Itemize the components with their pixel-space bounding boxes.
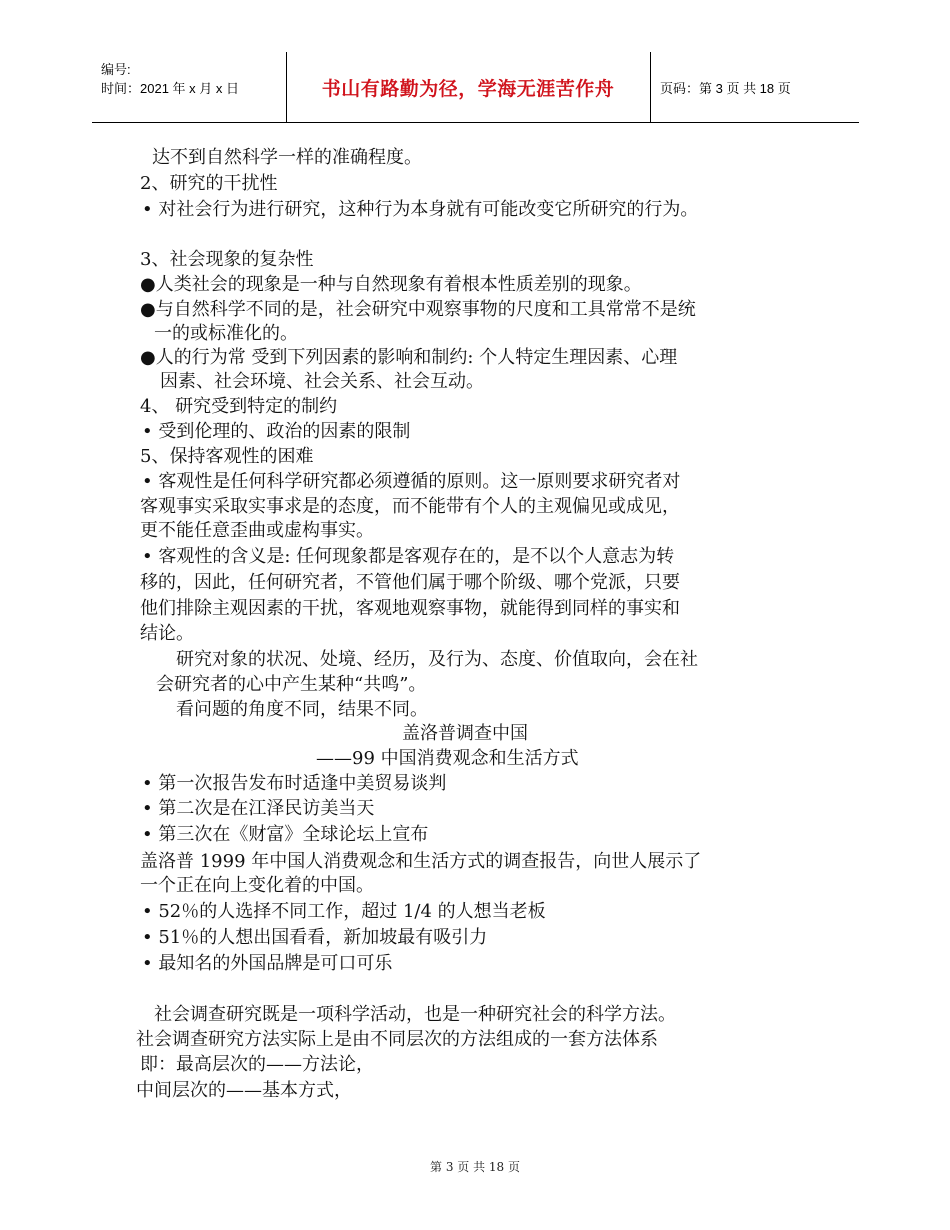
- text-line: 结论。: [140, 623, 194, 644]
- text-line: 研究对象的状况、处境、经历，及行为、态度、价值取向，会在社: [176, 649, 698, 670]
- header-number-label: 编号:: [101, 62, 131, 77]
- bullet-item: • 受到伦理的、政治的因素的限制: [142, 421, 411, 442]
- text-line: 更不能任意歪曲或虚构事实。: [140, 520, 374, 541]
- bullet-item: • 最知名的外国品牌是可口可乐: [142, 953, 393, 974]
- text-line: 社会调查研究既是一项科学活动，也是一种研究社会的科学方法。: [154, 1004, 676, 1025]
- text-line: 因素、社会环境、社会关系、社会互动。: [160, 371, 484, 392]
- text-line: 中间层次的——基本方式，: [136, 1080, 352, 1101]
- bullet-item: ●人类社会的现象是一种与自然现象有着根本性质差别的现象。: [140, 274, 642, 295]
- bullet-item: • 客观性是任何科学研究都必须遵循的原则。这一原则要求研究者对: [142, 471, 681, 492]
- bullet-item: • 客观性的含义是: 任何现象都是客观存在的，是不以个人意志为转: [142, 546, 675, 567]
- section-heading: 4、 研究受到特定的制约: [140, 396, 338, 417]
- bullet-item: • 51％的人想出国看看，新加坡最有吸引力: [142, 927, 488, 948]
- text-line: 一个正在向上变化着的中国。: [140, 875, 374, 896]
- text-line: 即：最高层次的——方法论，: [140, 1054, 374, 1075]
- text-line: 移的，因此，任何研究者，不管他们属于哪个阶级、哪个党派，只要: [140, 572, 680, 593]
- bullet-item: ●人的行为常 受到下列因素的影响和制约: 个人特定生理因素、心理: [140, 347, 678, 368]
- text-line: 达不到自然科学一样的准确程度。: [152, 147, 422, 168]
- bullet-item: • 第一次报告发布时适逢中美贸易谈判: [142, 773, 447, 794]
- text-line: 看问题的角度不同，结果不同。: [176, 699, 428, 720]
- bullet-item: • 第二次是在江泽民访美当天: [142, 798, 375, 819]
- header-motto: 书山有路勤为径，学海无涯苦作舟: [321, 78, 615, 100]
- text-line: 盖洛普 1999 年中国人消费观念和生活方式的调查报告，向世人展示了: [140, 851, 702, 872]
- section-heading: 5、保持客观性的困难: [140, 446, 314, 467]
- header-page-label: 页码：第 3 页 共 18 页: [660, 81, 791, 96]
- section-heading: 3、社会现象的复杂性: [140, 249, 314, 270]
- bullet-item: • 52％的人选择不同工作，超过 1/4 的人想当老板: [142, 901, 546, 922]
- subheading-subtitle: ——99 中国消费观念和生活方式: [316, 748, 579, 769]
- bullet-item: • 第三次在《财富》全球论坛上宣布: [142, 824, 429, 845]
- text-line: 会研究者的心中产生某种“共鸣”。: [156, 674, 427, 695]
- page-footer: 第 3 页 共 18 页: [430, 1160, 520, 1174]
- text-line: 社会调查研究方法实际上是由不同层次的方法组成的一套方法体系: [136, 1029, 658, 1050]
- text-line: 他们排除主观因素的干扰，客观地观察事物，就能得到同样的事实和: [140, 598, 680, 619]
- text-line: 一的或标准化的。: [154, 323, 298, 344]
- header-time-label: 时间：2021 年 x 月 x 日: [101, 81, 239, 96]
- subheading-title: 盖洛普调查中国: [402, 723, 528, 744]
- bullet-item: • 对社会行为进行研究，这种行为本身就有可能改变它所研究的行为。: [142, 199, 699, 220]
- section-heading: 2、研究的干扰性: [140, 173, 278, 194]
- text-line: 客观事实采取实事求是的态度，而不能带有个人的主观偏见或成见，: [140, 496, 680, 517]
- bullet-item: ●与自然科学不同的是，社会研究中观察事物的尺度和工具常常不是统: [140, 299, 696, 320]
